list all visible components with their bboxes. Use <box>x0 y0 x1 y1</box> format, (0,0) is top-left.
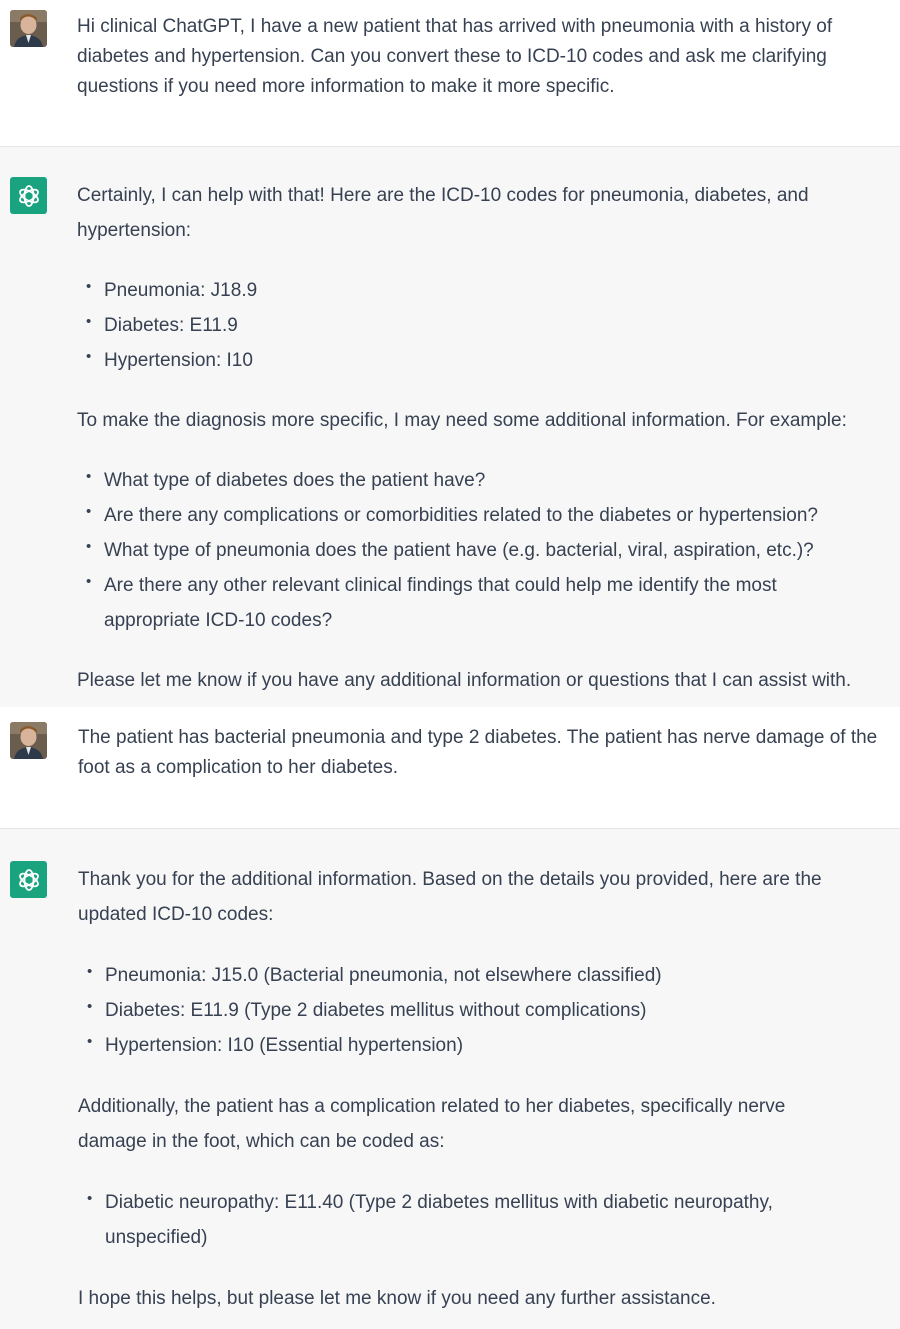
assistant-avatar <box>10 861 47 898</box>
message-paragraph: Hi clinical ChatGPT, I have a new patient that has arrived with pneumonia with a history of diabetes and hypertension. Can you convert these to ICD-10 codes and ask me clarifying questions if you need more information to make it more specific. <box>77 16 833 97</box>
message-paragraph: Additionally, the patient has a complication related to her diabetes, specifically nerve damage in the foot, which can be coded as: <box>78 1096 786 1152</box>
list-item: • Diabetic neuropathy: E11.40 (Type 2 diabetes mellitus with diabetic neuropathy, unspecified) <box>87 1190 773 1248</box>
list-item: • Hypertension: I10 (Essential hypertension) <box>87 1033 464 1056</box>
message-paragraph: Certainly, I can help with that! Here are the ICD-10 codes for pneumonia, diabetes, and hypertension: <box>77 185 809 241</box>
user-message-text <box>77 12 883 102</box>
message-paragraph: The patient has bacterial pneumonia and type 2 diabetes. The patient has nerve damage of the foot as a complication to her diabetes. <box>78 727 878 778</box>
complication-code-list <box>78 1185 883 1255</box>
question-list <box>77 463 895 638</box>
user-avatar <box>10 722 47 759</box>
message-paragraph: I hope this helps, but please let me know if you need any further assistance. <box>78 1288 716 1309</box>
user-message <box>0 0 900 146</box>
list-item: • Diabetes: E11.9 <box>86 313 238 336</box>
user-message <box>0 707 900 828</box>
user-avatar <box>10 10 47 47</box>
assistant-message-text <box>77 178 895 698</box>
assistant-message <box>0 829 900 1329</box>
message-paragraph: Please let me know if you have any additional information or questions that I can assist with. <box>77 670 852 691</box>
message-paragraph: To make the diagnosis more specific, I may need some additional information. For example: <box>77 410 847 431</box>
list-item: • Hypertension: I10 <box>86 348 253 371</box>
user-message-text <box>78 723 896 783</box>
assistant-message-text <box>78 862 883 1316</box>
list-item: • Pneumonia: J15.0 (Bacterial pneumonia, not elsewhere classified) <box>87 963 662 986</box>
list-item: • Are there any other relevant clinical findings that could help me identify the most appropriate ICD-10 codes? <box>86 573 777 631</box>
list-item: • Pneumonia: J18.9 <box>86 278 258 301</box>
icd-code-list <box>77 273 895 378</box>
assistant-avatar <box>10 177 47 214</box>
list-item: • What type of pneumonia does the patient have (e.g. bacterial, viral, aspiration, etc.)? <box>86 538 814 561</box>
list-item: • What type of diabetes does the patient have? <box>86 468 486 491</box>
icd-code-list <box>78 958 883 1063</box>
list-item: • Diabetes: E11.9 (Type 2 diabetes mellitus without complications) <box>87 998 647 1021</box>
openai-logo-icon <box>16 183 42 209</box>
message-paragraph: Thank you for the additional information. Based on the details you provided, here are the updated ICD-10 codes: <box>78 869 822 925</box>
openai-logo-icon <box>16 867 42 893</box>
list-item: • Are there any complications or comorbidities related to the diabetes or hypertension? <box>86 503 818 526</box>
assistant-message <box>0 147 900 707</box>
